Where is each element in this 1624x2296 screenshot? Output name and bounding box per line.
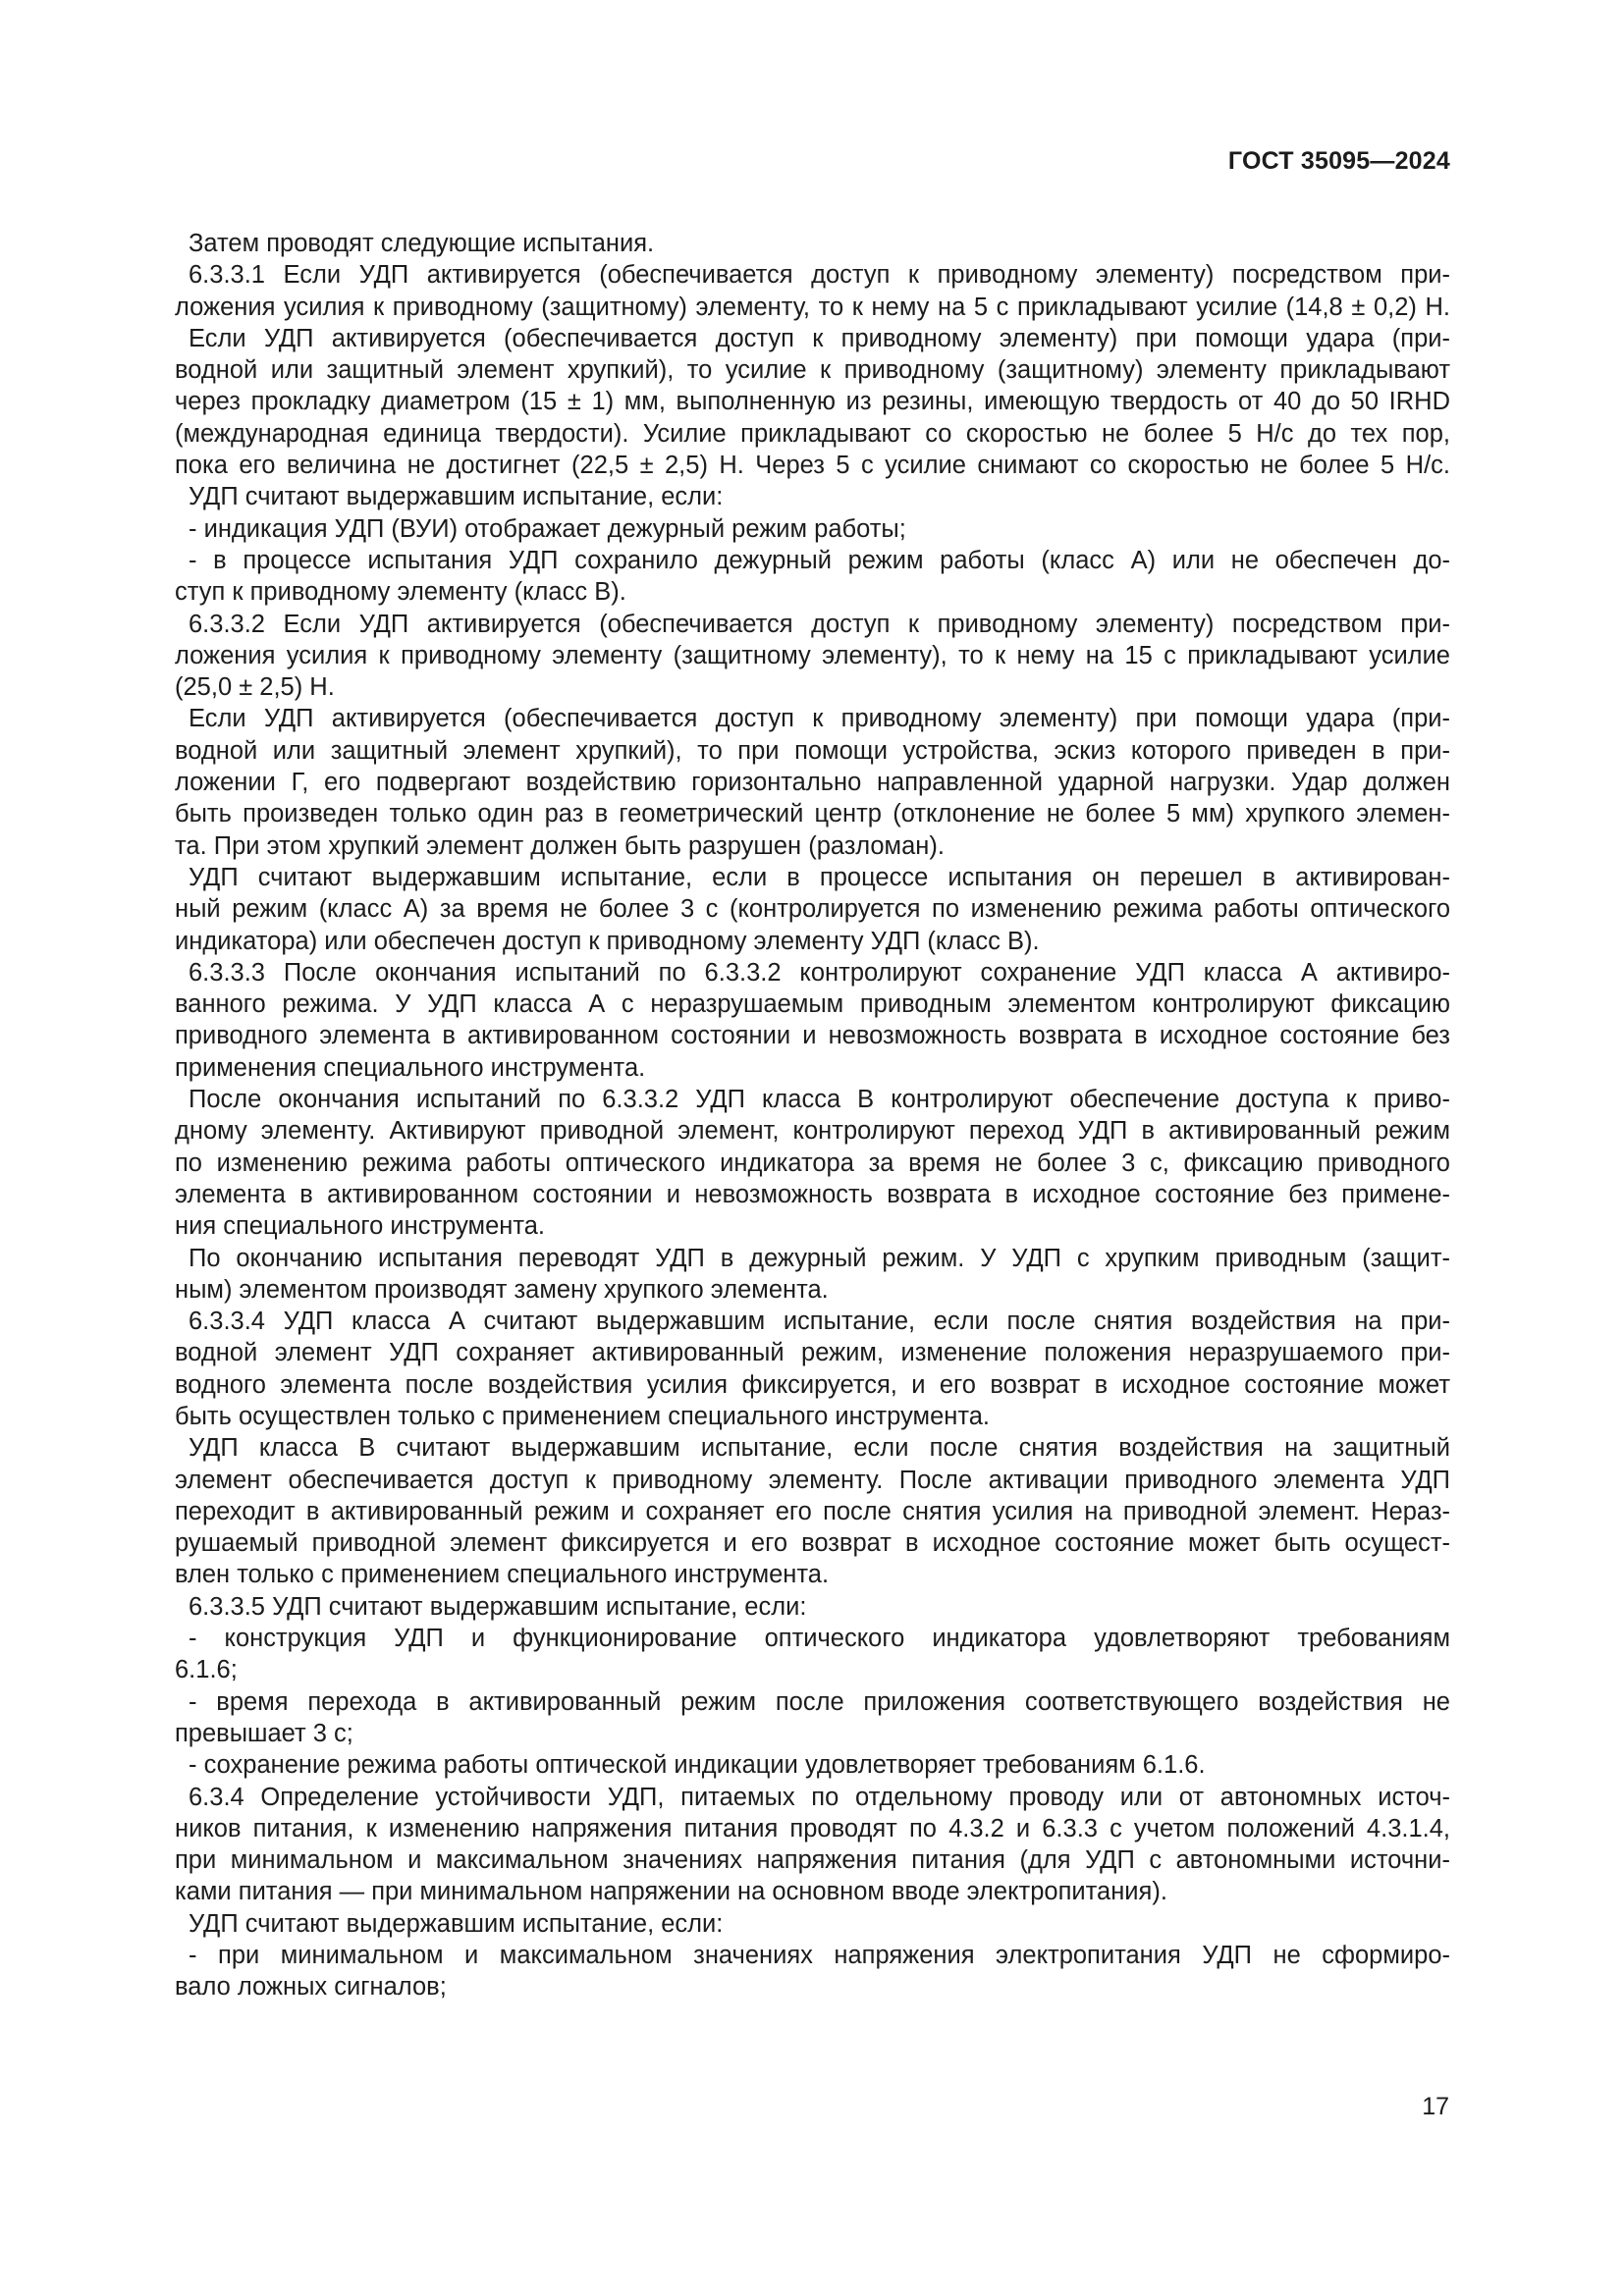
body-text-line: применения специального инструмента. [175, 1053, 646, 1082]
body-text-line: ников питания, к изменению напряжения питания проводят по 4.3.2 и 6.3.3 с учетом положений 4.3.1.4, [175, 1814, 1450, 1842]
body-text-line: вало ложных сигналов; [175, 1973, 447, 2002]
body-text-line: та. При этом хрупкий элемент должен быть разрушен (разломан). [175, 831, 945, 860]
body-text-line: дному элементу. Активируют приводной элемент, контролируют переход УДП в активированный режим [175, 1117, 1450, 1146]
body-text-line: ванного режима. У УДП класса А с неразрушаемым приводным элементом контролируют фиксацию [175, 990, 1450, 1019]
body-text-line: 6.3.3.4 УДП класса А считают выдержавшим испытание, если после снятия воздействия на при- [189, 1308, 1450, 1336]
body-text-line: водной или защитный элемент хрупкий), то при помощи устройства, эскиз которого приведен в при- [175, 736, 1450, 765]
body-text-line: ния специального инструмента. [175, 1212, 545, 1241]
body-text-line: 6.1.6; [175, 1656, 238, 1684]
body-text-line: ложения усилия к приводному элементу (защитному элементу), то к нему на 15 с прикладывают усилие [175, 641, 1450, 669]
body-text-line: водной элемент УДП сохраняет активированный режим, изменение положения неразрушаемого при- [175, 1339, 1450, 1367]
document-body [175, 228, 1450, 2003]
body-text-line: - конструкция УДП и функционирование оптического индикатора удовлетворяют требованиям [189, 1625, 1450, 1653]
body-text-line: через прокладку диаметром (15 ± 1) мм, выполненную из резины, имеющую твердость от 40 до 50 IRHD [175, 388, 1450, 416]
page-number: 17 [1422, 2093, 1449, 2120]
body-text-line: УДП считают выдержавшим испытание, если: [189, 483, 724, 511]
body-text-line: индикатора) или обеспечен доступ к приводному элементу УДП (класс В). [175, 927, 1040, 955]
body-text-line: - сохранение режима работы оптической индикации удовлетворяет требованиям 6.1.6. [189, 1751, 1206, 1780]
body-text-line: по изменению режима работы оптического индикатора за время не более 3 с, фиксацию приводного [175, 1148, 1450, 1177]
body-text-line: ложения усилия к приводному (защитному) элементу, то к нему на 5 с прикладывают усилие (14,8 ± 0,2) Н. [175, 293, 1450, 321]
body-text-line: (25,0 ± 2,5) Н. [175, 673, 335, 702]
body-text-line: 6.3.3.5 УДП считают выдержавшим испытание, если: [189, 1592, 807, 1621]
body-text-line: ступ к приводному элементу (класс В). [175, 578, 626, 607]
body-text-line: (международная единица твердости). Усилие прикладывают со скоростью не более 5 Н/с до тех пор, [175, 419, 1450, 448]
body-text-line: 6.3.3.2 Если УДП активируется (обеспечивается доступ к приводному элементу) посредством при- [189, 610, 1450, 638]
body-text-line: УДП класса В считают выдержавшим испытание, если после снятия воздействия на защитный [189, 1434, 1450, 1463]
body-text-line: По окончанию испытания переводят УДП в дежурный режим. У УДП с хрупким приводным (защит- [189, 1244, 1450, 1272]
body-text-line: - индикация УДП (ВУИ) отображает дежурный режим работы; [189, 514, 906, 543]
body-text-line: элемент обеспечивается доступ к приводному элементу. После активации приводного элемента УДП [175, 1466, 1450, 1494]
body-text-line: быть произведен только один раз в геометрический центр (отклонение не более 5 мм) хрупкого элемен- [175, 800, 1450, 828]
body-text-line: - в процессе испытания УДП сохранило дежурный режим работы (класс А) или не обеспечен до- [189, 546, 1450, 574]
body-text-line: ками питания — при минимальном напряжении на основном вводе электропитания). [175, 1878, 1167, 1906]
body-text-line: Если УДП активируется (обеспечивается доступ к приводному элементу) при помощи удара (при- [189, 705, 1450, 733]
body-text-line: при минимальном и максимальном значениях напряжения питания (для УДП с автономными источни- [175, 1846, 1450, 1875]
body-text-line: ным) элементом производят замену хрупкого элемента. [175, 1275, 829, 1304]
document-standard-id: ГОСТ 35095—2024 [1227, 147, 1450, 175]
body-text-line: приводного элемента в активированном состоянии и невозможность возврата в исходное состояние без [175, 1022, 1450, 1050]
body-text-line: превышает 3 с; [175, 1719, 353, 1747]
body-text-line: После окончания испытаний по 6.3.3.2 УДП класса В контролируют обеспечение доступа к приво- [189, 1086, 1450, 1114]
body-text-line: УДП считают выдержавшим испытание, если: [189, 1909, 724, 1938]
body-text-line: пока его величина не достигнет (22,5 ± 2,5) Н. Через 5 с усилие снимают со скоростью не более 5 Н/с. [175, 452, 1450, 480]
body-text-line: ный режим (класс А) за время не более 3 с (контролируется по изменению режима работы оптического [175, 895, 1450, 924]
body-text-line: рушаемый приводной элемент фиксируется и его возврат в исходное состояние может быть осущест- [175, 1529, 1450, 1558]
body-text-line: переходит в активированный режим и сохраняет его после снятия усилия на приводной элемент. Нераз- [175, 1497, 1450, 1525]
body-text-line: водного элемента после воздействия усилия фиксируется, и его возврат в исходное состояние может [175, 1370, 1450, 1399]
body-text-line: 6.3.3.3 После окончания испытаний по 6.3.3.2 контролируют сохранение УДП класса А активиро- [189, 958, 1450, 987]
body-text-line: 6.3.3.1 Если УДП активируется (обеспечивается доступ к приводному элементу) посредством при- [189, 261, 1450, 290]
body-text-line: Затем проводят следующие испытания. [189, 230, 655, 257]
body-text-line: Если УДП активируется (обеспечивается доступ к приводному элементу) при помощи удара (при- [189, 324, 1450, 352]
body-text-line: влен только с применением специального инструмента. [175, 1561, 830, 1589]
body-text-line: УДП считают выдержавшим испытание, если в процессе испытания он перешел в активирован- [189, 863, 1450, 891]
body-text-line: - время перехода в активированный режим после приложения соответствующего воздействия не [189, 1687, 1450, 1716]
body-text-line: водной или защитный элемент хрупкий), то усилие к приводному (защитному) элементу прикладывают [175, 356, 1450, 385]
body-text-line: 6.3.4 Определение устойчивости УДП, питаемых по отдельному проводу или от автономных источ- [189, 1783, 1450, 1811]
body-text-line: - при минимальном и максимальном значениях напряжения электропитания УДП не сформиро- [189, 1942, 1450, 1970]
body-text-line: быть осуществлен только с применением специального инструмента. [175, 1402, 990, 1430]
body-text-line: ложении Г, его подвергают воздействию горизонтально направленной ударной нагрузки. Удар должен [175, 769, 1450, 797]
body-text-line: элемента в активированном состоянии и невозможность возврата в исходное состояние без примене- [175, 1180, 1450, 1208]
